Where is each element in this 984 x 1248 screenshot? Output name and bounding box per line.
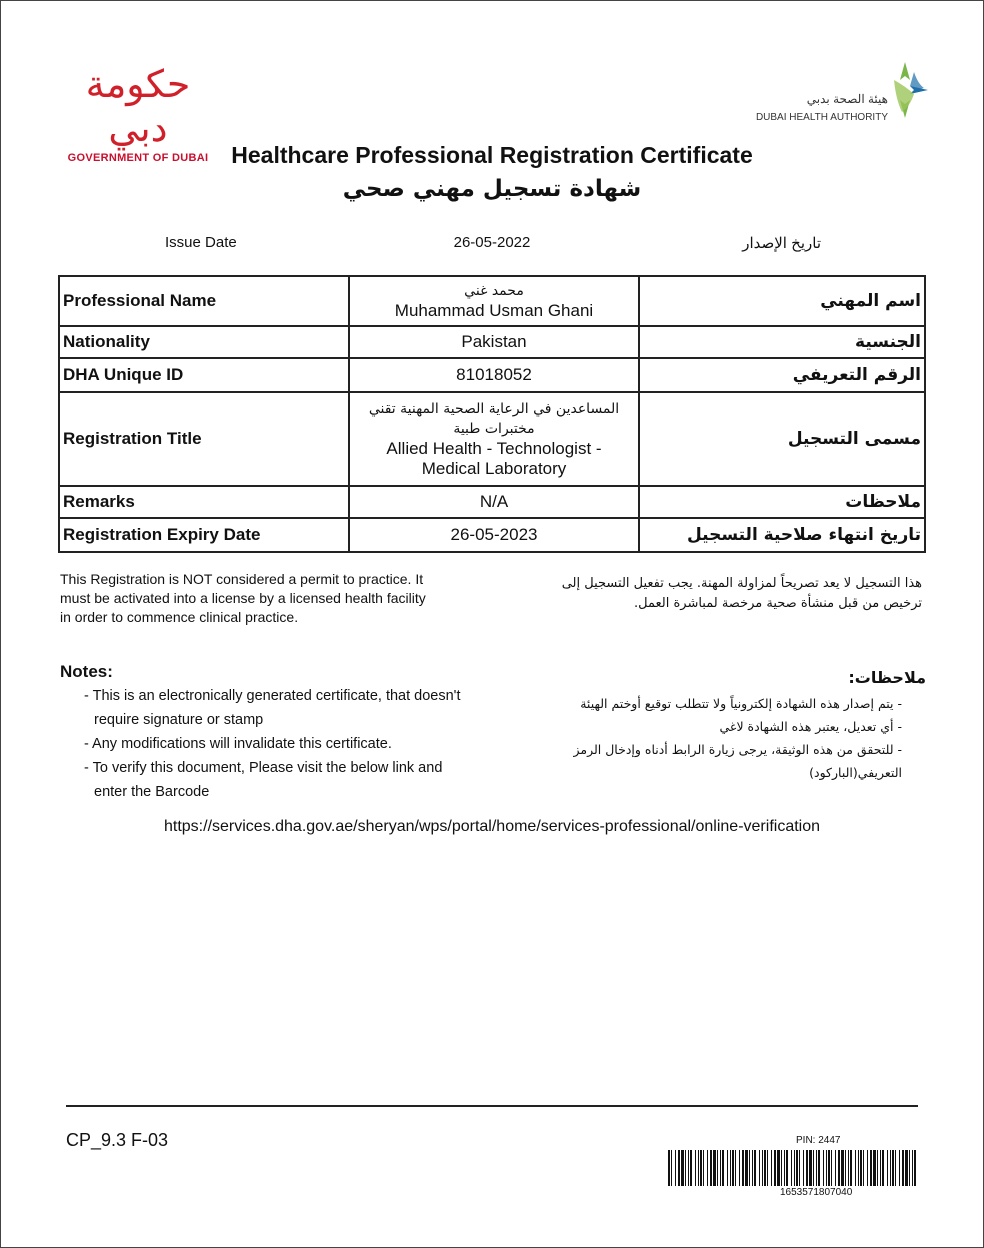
unique-id-label-arabic: الرقم التعريفي <box>639 358 925 392</box>
issue-date-label: Issue Date <box>165 234 237 251</box>
permit-disclaimer-english: This Registration is NOT considered a permit to practice. It must be activated into a license by a licensed health facility in order to commence clinical practice. <box>60 571 426 625</box>
issue-date-value: 26-05-2022 <box>453 234 531 251</box>
registration-title-english-2: Medical Laboratory <box>421 459 567 478</box>
gov-logo-arabic: حكومة دبي <box>85 62 191 150</box>
registration-title-arabic-2: مختبرات طبية <box>453 421 535 437</box>
expiry-date-label: Registration Expiry Date <box>59 518 349 552</box>
unique-id-value: 81018052 <box>349 358 639 392</box>
barcode-icon <box>668 1150 918 1186</box>
notes-list-english <box>84 684 464 804</box>
dha-logo-arabic: هيئة الصحة بدبي <box>806 92 888 106</box>
unique-id-label: DHA Unique ID <box>59 358 349 392</box>
table-row <box>59 276 925 326</box>
dha-logo-english: DUBAI HEALTH AUTHORITY <box>755 112 888 123</box>
notes-list-arabic <box>512 692 902 784</box>
table-row <box>59 358 925 392</box>
professional-name-label: Professional Name <box>59 276 349 326</box>
form-code: CP_9.3 F-03 <box>66 1130 169 1150</box>
professional-name-label-arabic: اسم المهني <box>639 276 925 326</box>
table-row <box>59 326 925 358</box>
registration-title-english-1: Allied Health - Technologist - <box>386 439 602 458</box>
certificate-title-arabic: شهادة تسجيل مهني صحي <box>342 176 642 202</box>
expiry-date-label-arabic: تاريخ انتهاء صلاحية التسجيل <box>639 518 925 552</box>
remarks-value: N/A <box>349 486 639 518</box>
nationality-label: Nationality <box>59 326 349 358</box>
dha-emblem-icon <box>880 60 930 120</box>
list-item: - To verify this document, Please visit the below link and enter the Barcode <box>84 760 443 800</box>
pin-label: PIN: 2447 <box>796 1135 841 1146</box>
professional-name-english: Muhammad Usman Ghani <box>394 301 594 320</box>
table-row <box>59 392 925 486</box>
registration-title-label: Registration Title <box>59 392 349 486</box>
table-row <box>59 486 925 518</box>
permit-disclaimer-arabic: هذا التسجيل لا يعد تصريحاً لمزاولة المهنة. يجب تفعيل التسجيل إلى ترخيص من قبل منشأة صحية مرخصة لمباشرة العمل. <box>561 576 922 611</box>
issue-date-label-arabic: تاريخ الإصدار <box>742 235 821 252</box>
footer-divider <box>66 1105 918 1107</box>
verification-link[interactable]: https://services.dha.gov.ae/sheryan/wps/portal/home/services-professional/online-verification <box>163 818 821 835</box>
registration-title-label-arabic: مسمى التسجيل <box>639 392 925 486</box>
list-item: - يتم إصدار هذه الشهادة إلكترونياً ولا تتطلب توقيع أوختم الهيئة <box>580 696 902 711</box>
nationality-value: Pakistan <box>349 326 639 358</box>
remarks-label: Remarks <box>59 486 349 518</box>
table-row <box>59 518 925 552</box>
professional-name-arabic: محمد غني <box>464 283 524 299</box>
notes-title-english: Notes: <box>60 662 113 681</box>
registration-title-arabic-1: المساعدين في الرعاية الصحية المهنية تقني <box>368 401 620 417</box>
remarks-label-arabic: ملاحظات <box>639 486 925 518</box>
barcode-number: 1653571807040 <box>780 1187 853 1198</box>
professional-name-value <box>349 276 639 326</box>
list-item: - للتحقق من هذه الوثيقة، يرجى زيارة الرابط أدناه وإدخال الرمز التعريفي(الباركود) <box>573 742 902 780</box>
list-item: - This is an electronically generated certificate, that doesn't require signature or stamp <box>84 688 461 728</box>
registration-title-value <box>349 392 639 486</box>
nationality-label-arabic: الجنسية <box>639 326 925 358</box>
expiry-date-value: 26-05-2023 <box>349 518 639 552</box>
list-item: - أي تعديل، يعتبر هذه الشهادة لاغي <box>719 719 902 734</box>
dubai-health-authority-logo <box>752 60 932 130</box>
certificate-title-english: Healthcare Professional Registration Certificate <box>231 142 753 168</box>
notes-title-arabic: ملاحظات: <box>848 668 926 687</box>
gov-logo-english: GOVERNMENT OF DUBAI <box>67 152 209 164</box>
list-item: - Any modifications will invalidate this certificate. <box>84 736 392 752</box>
registration-table <box>58 275 926 553</box>
